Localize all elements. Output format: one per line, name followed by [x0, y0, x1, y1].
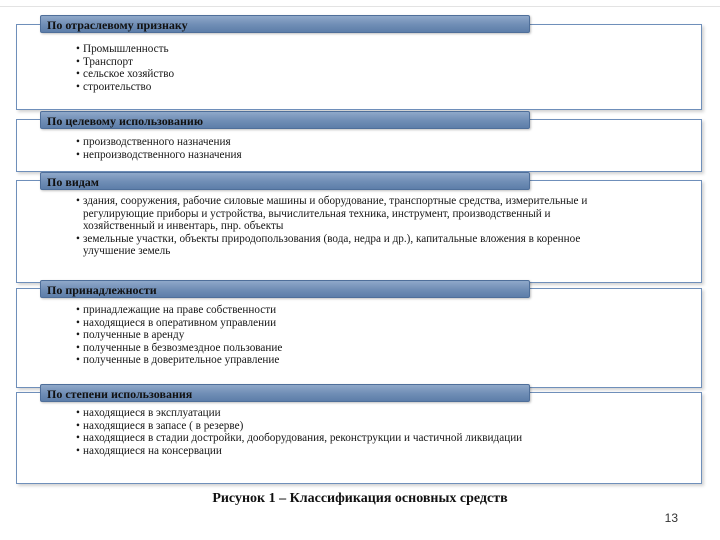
- list-item: • непроизводственного назначения: [77, 149, 691, 162]
- item-list: [77, 195, 601, 258]
- top-divider: [0, 6, 720, 7]
- section-header: По отраслевому признаку: [40, 15, 530, 33]
- item-list: [77, 136, 691, 161]
- list-item: • строительство: [77, 81, 691, 94]
- list-item: • здания, сооружения, рабочие силовые машины и оборудование, транспортные средства, измерительные и регулирующие приборы и устройства, вычислительная техника, инструмент, производственный и хозяйственный и инвентарь, пнр. объекты: [77, 195, 601, 233]
- list-item: • находящиеся в стадии достройки, дооборудования, реконструкции и частичной ликвидации: [77, 432, 581, 445]
- list-item: • находящиеся в эксплуатации: [77, 407, 581, 420]
- list-item: • полученные в аренду: [77, 329, 691, 342]
- list-item: • полученные в доверительное управление: [77, 354, 691, 367]
- list-item: • сельское хозяйство: [77, 68, 691, 81]
- item-list: [77, 304, 691, 367]
- item-list: [77, 43, 691, 93]
- list-item: • полученные в безвозмездное пользование: [77, 342, 691, 355]
- section-header: По степени использования: [40, 384, 530, 402]
- section-header: По видам: [40, 172, 530, 190]
- item-list: [77, 407, 581, 457]
- list-item: • принадлежащие на праве собственности: [77, 304, 691, 317]
- section-header: По принадлежности: [40, 280, 530, 298]
- page-number: 13: [664, 511, 678, 525]
- section-box: [16, 288, 702, 388]
- list-item: • находящиеся в запасе ( в резерве): [77, 420, 581, 433]
- list-item: • Промышленность: [77, 43, 691, 56]
- section-box: [16, 392, 702, 484]
- section-box: [16, 24, 702, 110]
- list-item: • производственного назначения: [77, 136, 691, 149]
- section-box: [16, 180, 702, 283]
- list-item: • земельные участки, объекты природопользования (вода, недра и др.), капитальные вложения в коренное улучшение земель: [77, 233, 601, 258]
- section-header: По целевому использованию: [40, 111, 530, 129]
- figure-caption: Рисунок 1 – Классификация основных средств: [212, 491, 508, 506]
- list-item: • находящиеся в оперативном управлении: [77, 317, 691, 330]
- list-item: • находящиеся на консервации: [77, 445, 581, 458]
- list-item: • Транспорт: [77, 56, 691, 69]
